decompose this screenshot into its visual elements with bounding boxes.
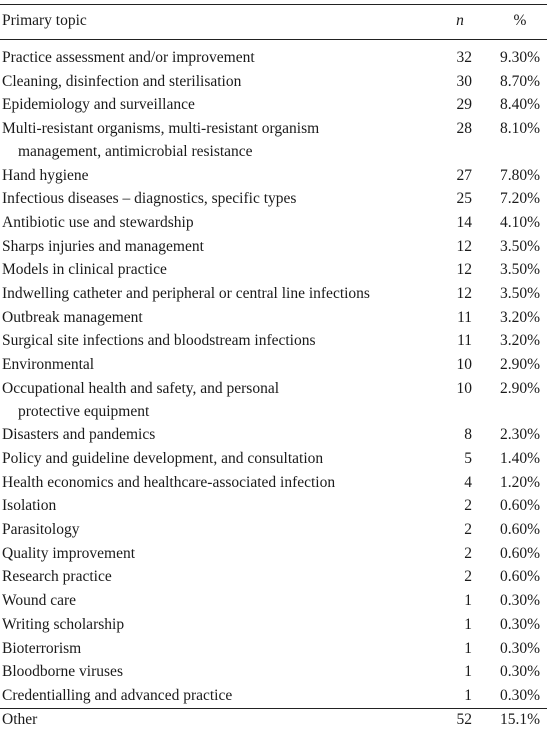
row-percent: 8.10% (499, 120, 540, 138)
row-count: 30 (456, 72, 472, 90)
table-row (0, 565, 547, 589)
row-topic (0, 494, 440, 518)
row-topic-text: Epidemiology and surveillance (2, 96, 195, 114)
table-row (0, 117, 547, 163)
row-topic-text: Occupational health and safety, and personal (2, 379, 280, 397)
table-row (0, 660, 547, 684)
row-topic (0, 565, 440, 589)
table-row (0, 329, 547, 353)
row-count: 11 (457, 308, 472, 326)
table-header-rule (0, 39, 547, 40)
row-topic-text: Research practice (2, 568, 112, 586)
row-topic-text: Credentialling and advanced practice (2, 686, 233, 704)
row-topic (0, 353, 440, 377)
row-topic-text: Bioterrorism (2, 639, 82, 657)
row-percent: 4.10% (499, 213, 540, 231)
row-count: 12 (456, 261, 472, 279)
row-count: 2 (464, 521, 472, 539)
table-row (0, 235, 547, 259)
row-topic-text: Wound care (2, 592, 77, 610)
row-topic-text: Models in clinical practice (2, 261, 167, 279)
row-count: 2 (464, 497, 472, 515)
row-percent: 3.20% (499, 332, 540, 350)
header-primary-topic: Primary topic (2, 12, 87, 29)
row-percent: 1.40% (499, 449, 540, 467)
row-percent: 8.70% (499, 72, 540, 90)
table-row (0, 353, 547, 377)
row-percent: 0.30% (499, 615, 540, 633)
row-topic-text: Policy and guideline development, and consultation (2, 449, 324, 467)
row-percent: 7.20% (499, 190, 540, 208)
row-percent: 0.60% (499, 568, 540, 586)
row-percent: 0.30% (499, 639, 540, 657)
row-percent: 2.30% (499, 426, 540, 444)
row-topic (0, 542, 440, 566)
row-topic (0, 708, 440, 731)
row-count: 8 (464, 426, 472, 444)
table-bottom-rule (0, 708, 547, 709)
row-percent: 3.20% (499, 308, 540, 326)
row-count: 52 (456, 710, 472, 728)
table-row (0, 164, 547, 188)
row-topic (0, 377, 440, 423)
row-count: 1 (464, 592, 472, 610)
row-topic-text: Indwelling catheter and peripheral or central line infections (2, 285, 370, 303)
row-percent: 2.90% (499, 379, 540, 397)
row-topic-text: Bloodborne viruses (2, 663, 123, 681)
table-row (0, 211, 547, 235)
row-percent: 2.90% (499, 356, 540, 374)
row-percent: 1.20% (499, 473, 540, 491)
row-topic-text: Environmental (2, 356, 95, 374)
table-row (0, 494, 547, 518)
table-row (0, 70, 547, 94)
row-topic (0, 518, 440, 542)
row-count: 12 (456, 237, 472, 255)
row-percent: 8.40% (499, 96, 540, 114)
row-count: 29 (456, 96, 472, 114)
table-top-rule (0, 4, 547, 5)
row-percent: 3.50% (499, 237, 540, 255)
row-topic (0, 70, 440, 94)
row-percent: 0.30% (499, 686, 540, 704)
row-topic-text: Parasitology (2, 521, 80, 539)
row-count: 25 (456, 190, 472, 208)
row-topic-continuation: management, antimicrobial resistance (18, 142, 253, 160)
row-topic (0, 471, 440, 495)
row-percent: 9.30% (499, 49, 540, 66)
table-row (0, 46, 547, 70)
row-count: 10 (456, 379, 472, 397)
row-percent: 0.30% (499, 592, 540, 610)
row-topic-text: Outbreak management (2, 308, 143, 326)
row-count: 1 (464, 639, 472, 657)
row-topic-text: Health economics and healthcare-associated infection (2, 473, 336, 491)
row-count: 27 (456, 166, 472, 184)
row-percent: 0.60% (499, 497, 540, 515)
row-topic-text: Other (2, 710, 38, 728)
table-row (0, 377, 547, 423)
table-row (0, 93, 547, 117)
row-topic-text: Quality improvement (2, 544, 136, 562)
row-topic-continuation: protective equipment (18, 402, 150, 420)
row-percent: 3.50% (499, 261, 540, 279)
row-topic-text: Cleaning, disinfection and sterilisation (2, 72, 242, 90)
row-topic (0, 306, 440, 330)
row-topic-text: Practice assessment and/or improvement (2, 49, 255, 66)
header-n: n (456, 12, 464, 29)
table-row (0, 637, 547, 661)
table-row (0, 187, 547, 211)
table-row (0, 423, 547, 447)
row-percent: 7.80% (499, 166, 540, 184)
row-topic (0, 589, 440, 613)
row-topic-text: Hand hygiene (2, 166, 89, 184)
row-topic-text: Multi-resistant organisms, multi-resistant organism (2, 120, 320, 138)
row-topic (0, 684, 440, 708)
row-count: 28 (456, 120, 472, 138)
row-count: 2 (464, 544, 472, 562)
row-count: 2 (464, 568, 472, 586)
row-topic (0, 211, 440, 235)
row-topic (0, 423, 440, 447)
row-count: 5 (464, 449, 472, 467)
row-percent: 0.30% (499, 663, 540, 681)
row-topic-text: Antibiotic use and stewardship (2, 213, 194, 231)
row-count: 1 (464, 615, 472, 633)
row-topic (0, 46, 440, 70)
row-topic-text: Sharps injuries and management (2, 237, 204, 255)
table-row (0, 613, 547, 637)
row-percent: 0.60% (499, 544, 540, 562)
row-count: 11 (457, 332, 472, 350)
row-topic (0, 117, 440, 163)
row-count: 10 (456, 356, 472, 374)
row-topic (0, 447, 440, 471)
row-topic (0, 329, 440, 353)
header-percent: % (513, 12, 527, 29)
row-count: 1 (464, 663, 472, 681)
row-percent: 0.60% (499, 521, 540, 539)
table-row (0, 684, 547, 708)
row-topic (0, 660, 440, 684)
table-row (0, 258, 547, 282)
table-row (0, 306, 547, 330)
row-topic-text: Disasters and pandemics (2, 426, 156, 444)
table-row (0, 518, 547, 542)
table-row (0, 589, 547, 613)
row-count: 32 (456, 49, 472, 66)
row-topic (0, 93, 440, 117)
table-row (0, 471, 547, 495)
row-percent: 3.50% (499, 285, 540, 303)
row-topic-text: Writing scholarship (2, 615, 125, 633)
row-topic (0, 282, 440, 306)
row-count: 1 (464, 686, 472, 704)
row-count: 14 (456, 213, 472, 231)
table-row (0, 282, 547, 306)
row-topic (0, 613, 440, 637)
row-topic-text: Surgical site infections and bloodstream infections (2, 332, 316, 350)
row-topic (0, 235, 440, 259)
table-row (0, 447, 547, 471)
row-count: 4 (464, 473, 472, 491)
row-topic (0, 637, 440, 661)
row-topic (0, 258, 440, 282)
row-topic (0, 187, 440, 211)
table-body (0, 46, 547, 731)
table-row (0, 708, 547, 731)
row-topic-text: Infectious diseases – diagnostics, specific types (2, 190, 297, 208)
row-count: 12 (456, 285, 472, 303)
table-header-row (0, 9, 547, 35)
row-topic (0, 164, 440, 188)
table-row (0, 542, 547, 566)
row-topic-text: Isolation (2, 497, 57, 515)
row-percent: 15.1% (499, 710, 540, 728)
